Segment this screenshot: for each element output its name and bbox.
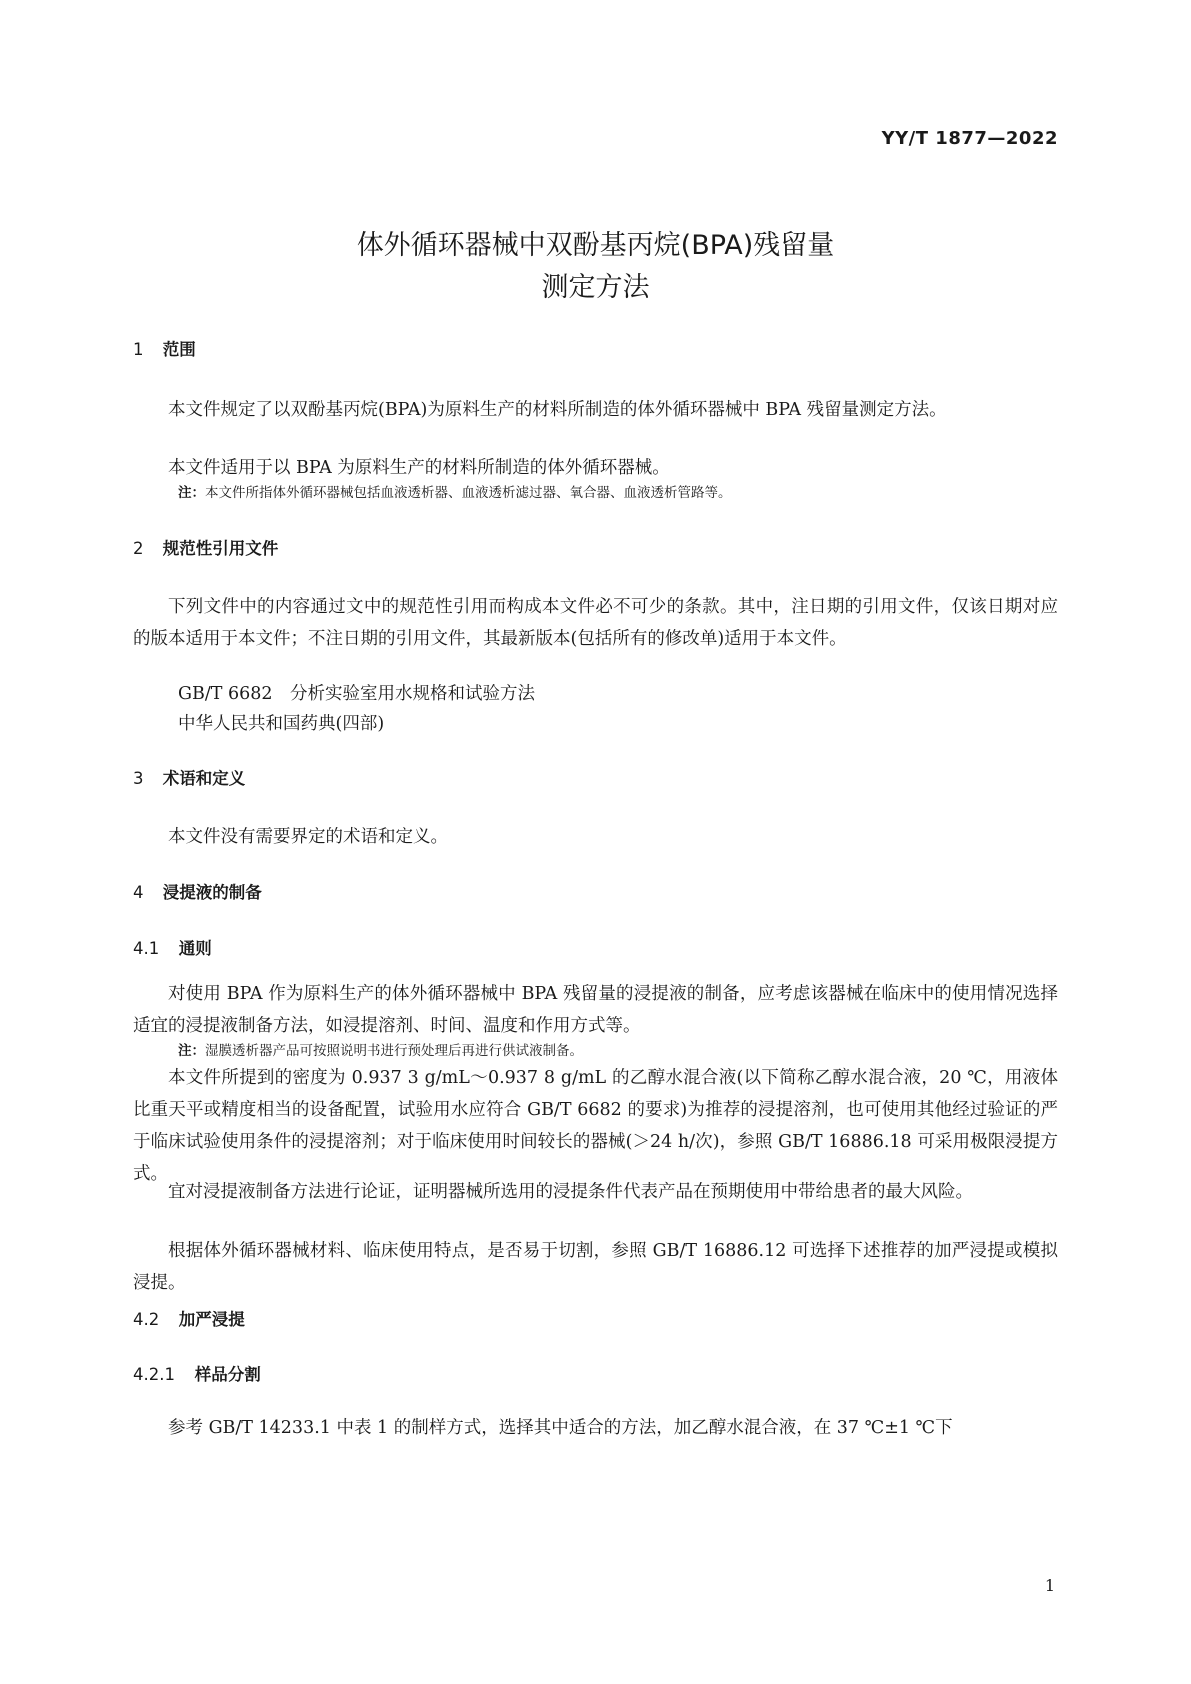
section-4-1-number: 4.1 (133, 939, 160, 958)
document-title-line2: 测定方法 (541, 272, 650, 303)
section-4-2-title: 加严浸提 (178, 1310, 245, 1329)
section-4-1-paragraph-2: 本文件所提到的密度为 0.937 3 g/mL～0.937 8 g/mL 的乙醇水混合液(以下简称乙醇水混合液，20 ℃，用液体比重天平或精度相当的设备配置，试验用水应符合 GB/T 6682 的要求)为推荐的浸提溶剂，也可使用其他经过验证的严于临床试验使用条件的浸提溶剂；对于临床使用时间较长的器械(＞24 h/次)，参照 GB/T 16886.18 可采用极限浸提方式。 (133, 1068, 1058, 1184)
section-4-1-note-label: 注： (178, 1043, 205, 1059)
section-3-paragraph-1: 本文件没有需要界定的术语和定义。 (168, 827, 448, 847)
section-4-1-paragraph-3: 宜对浸提液制备方法进行论证，证明器械所选用的浸提条件代表产品在预期使用中带给患者的最大风险。 (168, 1182, 973, 1202)
section-4-2-number: 4.2 (133, 1310, 160, 1329)
section-3-heading (133, 767, 245, 791)
section-4-1-paragraph-1: 对使用 BPA 作为原料生产的体外循环器械中 BPA 残留量的浸提液的制备，应考虑该器械在临床中的使用情况选择适宜的浸提液制备方法，如浸提溶剂、时间、温度和作用方式等。 (133, 984, 1058, 1036)
section-4-2-1-title: 样品分割 (194, 1365, 261, 1384)
section-4-number: 4 (133, 883, 144, 902)
section-1-note (178, 482, 732, 504)
section-1-note-label: 注： (178, 485, 205, 501)
section-4-1-note-text: 湿膜透析器产品可按照说明书进行预处理后再进行供试液制备。 (205, 1043, 583, 1059)
section-2-number: 2 (133, 539, 144, 558)
section-2-paragraph-1: 下列文件中的内容通过文中的规范性引用而构成本文件必不可少的条款。其中，注日期的引用文件，仅该日期对应的版本适用于本文件；不注日期的引用文件，其最新版本(包括所有的修改单)适用于本文件。 (133, 597, 1058, 649)
section-4-2-heading (133, 1308, 245, 1332)
section-3-number: 3 (133, 769, 144, 788)
section-4-title: 浸提液的制备 (162, 883, 262, 902)
normative-reference-1: GB/T 6682 分析实验室用水规格和试验方法 (178, 684, 536, 704)
section-1-heading (133, 338, 196, 362)
section-4-1-title: 通则 (178, 939, 212, 958)
section-1-number: 1 (133, 340, 144, 359)
normative-reference-2: 中华人民共和国药典(四部) (178, 714, 385, 734)
section-4-1-note (178, 1040, 583, 1062)
section-2-title: 规范性引用文件 (162, 539, 279, 558)
section-1-title: 范围 (162, 340, 196, 359)
section-4-heading (133, 881, 262, 905)
document-title-line1: 体外循环器械中双酚基丙烷(BPA)残留量 (356, 230, 835, 261)
section-4-2-1-heading (133, 1363, 261, 1387)
section-4-1-heading (133, 937, 212, 961)
page-number: 1 (1044, 1576, 1055, 1595)
section-4-1-paragraph-4: 根据体外循环器械材料、临床使用特点，是否易于切割，参照 GB/T 16886.12 可选择下述推荐的加严浸提或模拟浸提。 (133, 1241, 1058, 1293)
section-4-2-1-paragraph-1: 参考 GB/T 14233.1 中表 1 的制样方式，选择其中适合的方法，加乙醇水混合液，在 37 ℃±1 ℃下 (168, 1418, 953, 1438)
section-2-heading (133, 537, 278, 561)
section-1-paragraph-2: 本文件适用于以 BPA 为原料生产的材料所制造的体外循环器械。 (168, 458, 670, 478)
section-1-paragraph-1: 本文件规定了以双酚基丙烷(BPA)为原料生产的材料所制造的体外循环器械中 BPA 残留量测定方法。 (168, 400, 947, 420)
section-4-2-1-number: 4.2.1 (133, 1365, 175, 1384)
section-3-title: 术语和定义 (162, 769, 246, 788)
standard-code: YY/T 1877—2022 (881, 128, 1058, 149)
section-1-note-text: 本文件所指体外循环器械包括血液透析器、血液透析滤过器、氧合器、血液透析管路等。 (205, 485, 732, 501)
